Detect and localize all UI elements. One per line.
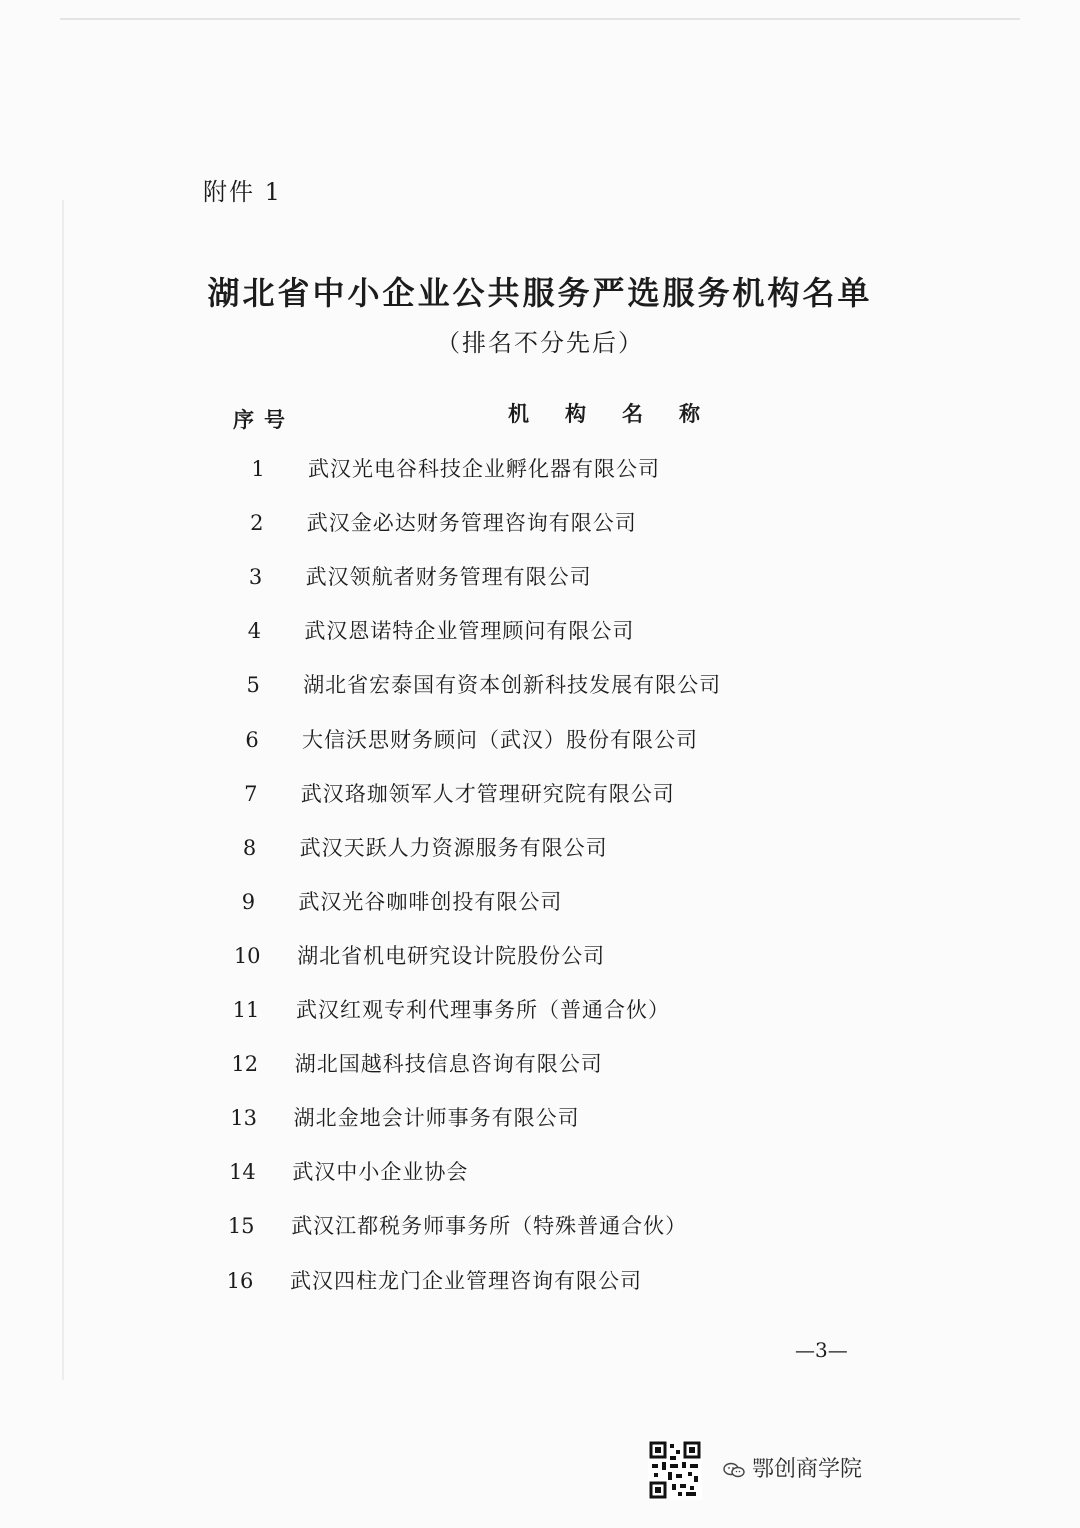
watermark-label: 鄂创商学院 — [752, 1457, 863, 1482]
institution-name: 武汉红观专利代理事务所（普通合伙） — [296, 998, 670, 1022]
row-number: 7 — [244, 781, 258, 806]
page-number: —3— — [795, 1338, 848, 1362]
row-number: 10 — [233, 943, 261, 968]
row-number: 5 — [246, 673, 260, 698]
row-number: 4 — [247, 619, 262, 644]
row-number: 16 — [226, 1268, 254, 1293]
institution-name: 湖北省宏泰国有资本创新科技发展有限公司 — [303, 673, 722, 698]
institution-name: 武汉光电谷科技企业孵化器有限公司 — [308, 457, 660, 481]
institution-name: 武汉四柱龙门企业管理咨询有限公司 — [290, 1268, 642, 1293]
institution-name: 湖北国越科技信息咨询有限公司 — [294, 1052, 603, 1077]
wechat-icon — [723, 1462, 745, 1478]
watermark-text — [723, 1452, 862, 1483]
row-number: 6 — [245, 727, 259, 752]
qr-code-icon — [648, 1440, 702, 1500]
footer-watermark — [648, 1440, 1058, 1510]
institution-name: 武汉天跃人力资源服务有限公司 — [299, 835, 608, 860]
institution-name: 湖北省机电研究设计院股份公司 — [297, 943, 606, 968]
institution-name: 武汉江都税务师事务所（特殊普通合伙） — [291, 1214, 688, 1239]
attachment-label: 附件 1 — [203, 178, 282, 206]
row-number: 13 — [230, 1106, 257, 1131]
row-number: 3 — [248, 565, 263, 590]
page-title: 湖北省中小企业公共服务严选服务机构名单 — [207, 274, 873, 312]
row-number: 9 — [241, 889, 256, 914]
column-header-seq: 序号 — [233, 408, 295, 432]
scan-edge-top — [60, 18, 1020, 20]
row-number: 1 — [251, 457, 265, 481]
row-number: 15 — [227, 1214, 255, 1239]
row-number: 2 — [250, 511, 264, 536]
page-subtitle: （排名不分先后） — [436, 329, 644, 357]
institution-name: 大信沃思财务顾问（武汉）股份有限公司 — [302, 727, 698, 752]
institution-name: 武汉光谷咖啡创投有限公司 — [298, 889, 563, 914]
institution-name: 武汉领航者财务管理有限公司 — [305, 565, 592, 590]
scan-edge-left — [62, 200, 64, 1380]
institution-name: 武汉金必达财务管理咨询有限公司 — [306, 511, 637, 536]
institution-name: 湖北金地会计师事务有限公司 — [293, 1106, 580, 1131]
row-number: 14 — [229, 1160, 256, 1185]
row-number: 11 — [232, 998, 260, 1022]
row-number: 8 — [242, 835, 257, 860]
column-header-name: 机构名称 — [508, 402, 736, 426]
row-number: 12 — [231, 1052, 259, 1077]
institution-name: 武汉珞珈领军人才管理研究院有限公司 — [300, 781, 675, 806]
institution-name: 武汉恩诺特企业管理顾问有限公司 — [304, 619, 635, 644]
institution-name: 武汉中小企业协会 — [292, 1160, 469, 1185]
